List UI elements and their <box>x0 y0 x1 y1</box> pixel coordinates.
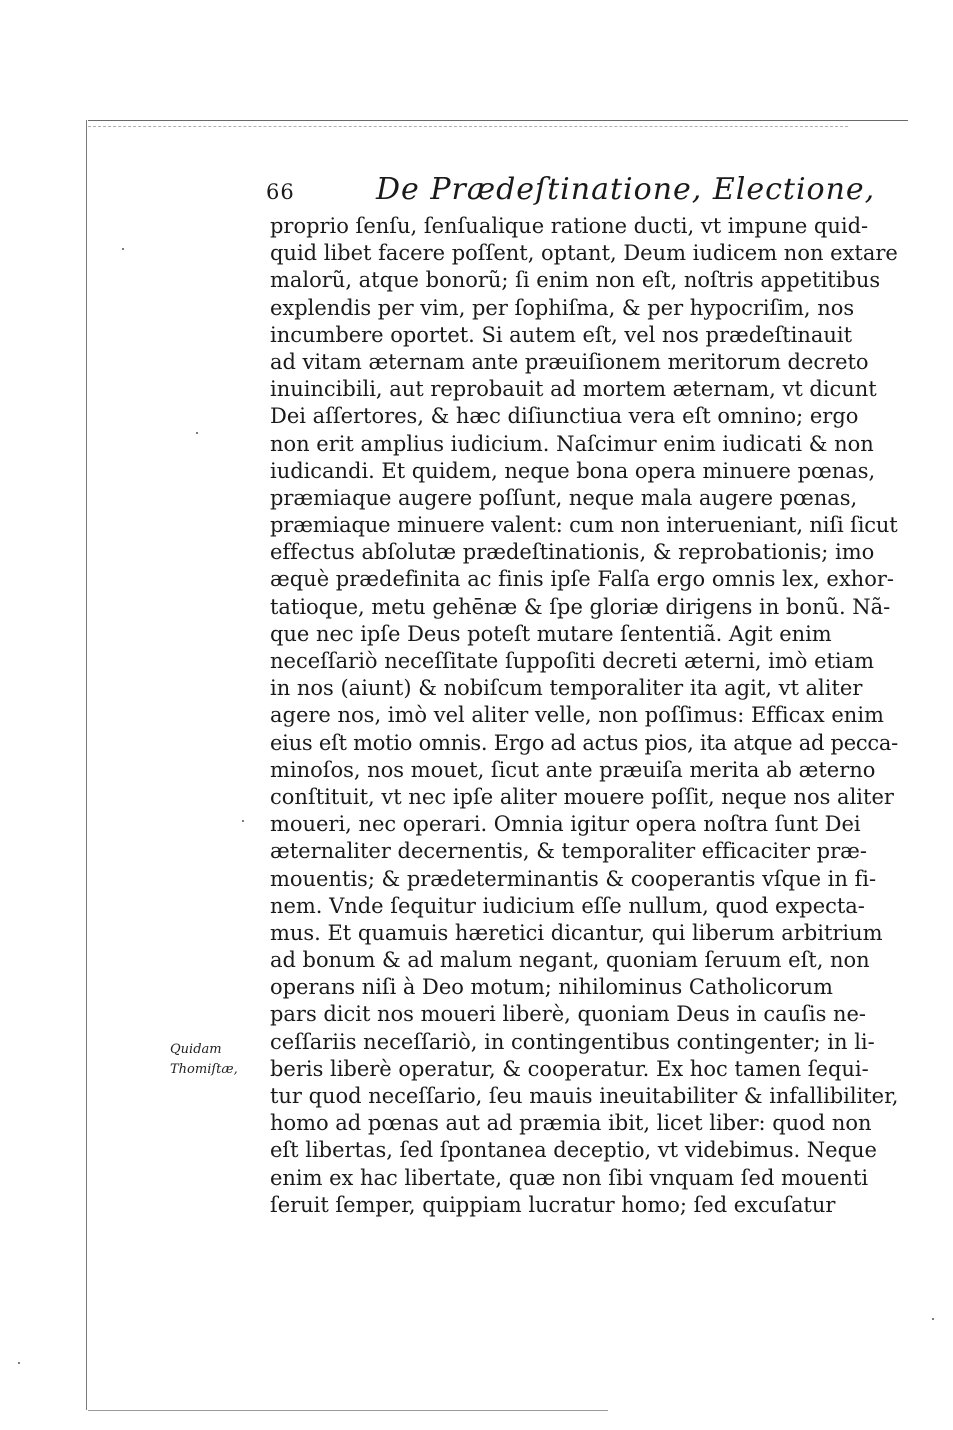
text-line: ſeruit ſemper, quippiam lucratur homo; ſed excuſatur <box>270 1192 836 1217</box>
text-line: eius eſt motio omnis. Ergo ad actus pios, ita atque ad pecca- <box>270 730 899 755</box>
text-line: operans niſi à Deo motum; nihilominus Catholicorum <box>270 975 833 1000</box>
text-line: nem. Vnde ſequitur iudicium eſſe nullum, quod expecta- <box>270 893 865 918</box>
text-line: in nos (aiunt) & nobiſcum temporaliter ita agit, vt aliter <box>270 676 863 701</box>
text-line: eſt libertas, ſed ſpontanea deceptio, vt videbimus. Neque <box>270 1138 877 1163</box>
text-line: Dei aſſertores, & hæc diſiunctiua vera eſt omnino; ergo <box>270 404 859 429</box>
marginal-note <box>170 1040 260 1080</box>
page-frame-top-faint <box>88 126 848 127</box>
text-line: æternaliter decernentis, & temporaliter efficaciter præ- <box>270 839 867 864</box>
text-line: tur quod neceſſario, ſeu mauis ineuitabiliter & infallibiliter, <box>270 1084 899 1108</box>
text-line: ceſſariis neceſſariò, in contingentibus contingenter; in li- <box>270 1029 875 1054</box>
page-header <box>258 172 908 212</box>
text-line: inuincibili, aut reprobauit ad mortem æternam, vt dicunt <box>270 377 877 402</box>
page-frame-bottom <box>88 1410 608 1411</box>
text-line: mouentis; & prædeterminantis & cooperantis vſque in fi- <box>270 866 877 891</box>
text-line: non erit amplius iudicium. Naſcimur enim iudicati & non <box>270 431 874 456</box>
scan-speck <box>196 432 198 434</box>
scan-speck <box>242 820 244 822</box>
text-line: explendis per vim, per ſophiſma, & per hypocriſim, nos <box>270 295 855 320</box>
text-line: homo ad pœnas aut ad præmia ibit, licet liber: quod non <box>270 1111 872 1136</box>
scan-speck <box>932 1318 934 1320</box>
text-line: proprio ſenſu, ſenſualique ratione ducti, vt impune quid- <box>270 214 869 238</box>
scan-speck <box>18 1362 20 1364</box>
text-line: ad bonum & ad malum negant, quoniam ſeruum eſt, non <box>270 948 870 973</box>
text-line: beris liberè operatur, & cooperatur. Ex hoc tamen ſequi- <box>270 1056 869 1081</box>
body-text <box>270 213 910 1219</box>
text-line: pars dicit nos moueri liberè, quoniam Deus in cauſis ne- <box>270 1002 866 1027</box>
text-line: conſtituit, vt nec ipſe aliter mouere poſſit, neque nos aliter <box>270 784 894 809</box>
running-title: De Prædeſtinatione, Electione, <box>376 172 876 207</box>
page-frame-left <box>86 120 87 1410</box>
text-line: præmiaque minuere valent: cum non interueniant, niſi ſicut <box>270 513 898 538</box>
text-line: tatioque, metu gehēnæ & ſpe gloriæ dirigens in bonũ. Nã- <box>270 594 891 619</box>
marginal-note-line-2: Thomiſtæ, <box>170 1062 238 1077</box>
text-line: que nec ipſe Deus poteſt mutare ſententiã. Agit enim <box>270 621 832 646</box>
text-line: agere nos, imò vel aliter velle, non poſſimus: Efficax enim <box>270 703 884 728</box>
text-line: moueri, nec operari. Omnia igitur opera noſtra ſunt Dei <box>270 812 861 837</box>
text-line: effectus abſolutæ prædeſtinationis, & reprobationis; imo <box>270 540 875 565</box>
text-line: præmiaque augere poſſunt, neque mala augere pœnas, <box>270 485 858 510</box>
page-frame-top <box>88 120 908 121</box>
text-line: minoſos, nos mouet, ſicut ante præuiſa merita ab æterno <box>270 757 876 782</box>
text-line: enim ex hac libertate, quæ non ſibi vnquam ſed mouenti <box>270 1165 869 1190</box>
text-line: neceſſariò neceſſitate ſuppoſiti decreti æterni, imò etiam <box>270 649 875 673</box>
scan-speck <box>122 248 124 250</box>
text-line: iudicandi. Et quidem, neque bona opera minuere pœnas, <box>270 458 876 483</box>
text-line: æquè prædefinita ac finis ipſe Falſa ergo omnis lex, exhor- <box>270 567 894 592</box>
text-line: ad vitam æternam ante præuiſionem meritorum decreto <box>270 349 869 374</box>
page-number: 66 <box>266 180 295 204</box>
text-line: malorũ, atque bonorũ; ſi enim non eſt, noſtris appetitibus <box>270 268 881 293</box>
text-line: quid libet facere poſſent, optant, Deum iudicem non extare <box>270 241 898 266</box>
text-line: incumbere oportet. Si autem eſt, vel nos prædeſtinauit <box>270 322 852 347</box>
text-line: mus. Et quamuis hæretici dicantur, qui liberum arbitrium <box>270 920 883 945</box>
marginal-note-line-1: Quidam <box>170 1042 222 1057</box>
